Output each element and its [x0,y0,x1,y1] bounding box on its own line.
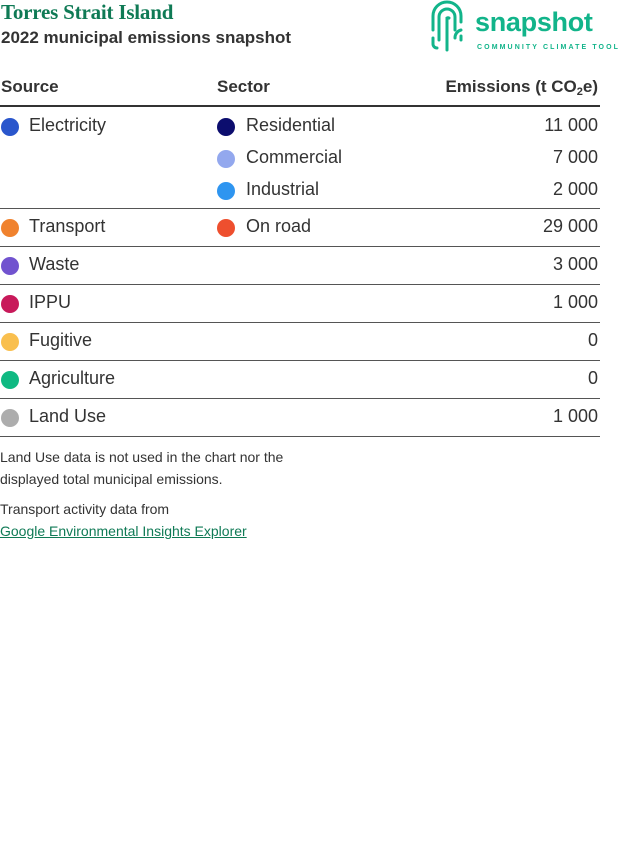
transport-color-dot [1,219,19,237]
snapshot-logo[interactable] [428,0,620,56]
emissions-value: 1 000 [552,406,598,426]
emissions-table [0,74,600,437]
emissions-value: 29 000 [542,216,598,236]
page-subtitle: 2022 municipal emissions snapshot [1,28,292,47]
header [0,0,620,60]
source-label: Electricity [29,115,107,135]
source-label: Fugitive [29,330,93,350]
emissions-value: 11 000 [544,115,598,135]
land-use-note: Land Use data is not used in the chart nor the displayed total municipal emissions. [0,449,284,487]
residential-color-dot [217,118,235,136]
table-row [0,247,600,285]
source-label: Agriculture [29,368,116,388]
emissions-value: 0 [587,368,598,388]
sector-label: On road [246,216,312,236]
logo-wordmark: snapshot [475,7,593,37]
table-header [0,74,600,107]
table-row [0,323,600,361]
footnotes [0,446,330,550]
sector-label: Residential [246,115,336,135]
page-title: Torres Strait Island [1,0,174,24]
source-label: Transport [29,216,106,236]
source-label: Waste [29,254,80,274]
column-header-sector: Sector [217,77,270,96]
column-header-emissions: Emissions (t $CO_2e$) [445,77,598,98]
table-row [0,209,600,247]
fugitive-color-dot [1,333,19,351]
table-row [0,361,600,399]
source-label: IPPU [29,292,72,312]
table-row [0,107,600,209]
logo-tagline: COMMUNITY CLIMATE TOOL [477,44,620,51]
waste-color-dot [1,257,19,275]
sector-label: Industrial [246,179,320,199]
commercial-color-dot [217,150,235,168]
on-road-color-dot [217,219,235,237]
table-row [0,285,600,323]
industrial-color-dot [217,182,235,200]
emissions-value: 1 000 [552,292,598,312]
land-use-color-dot [1,409,19,427]
transport-note: Transport activity data from Google Environmental Insights Explorer [0,501,247,539]
agriculture-color-dot [1,371,19,389]
sector-label: Commercial [246,147,343,167]
source-label: Land Use [29,406,107,426]
fingerprint-icon [428,0,468,52]
ippu-color-dot [1,295,19,313]
emissions-value: 7 000 [552,147,598,167]
emissions-value: 0 [587,330,598,350]
table-row [0,399,600,437]
emissions-value: 2 000 [552,179,598,199]
electricity-color-dot [1,118,19,136]
emissions-value: 3 000 [552,254,598,274]
column-header-source: Source [1,77,59,96]
eie-link[interactable]: Google Environmental Insights Explorer [0,523,247,539]
